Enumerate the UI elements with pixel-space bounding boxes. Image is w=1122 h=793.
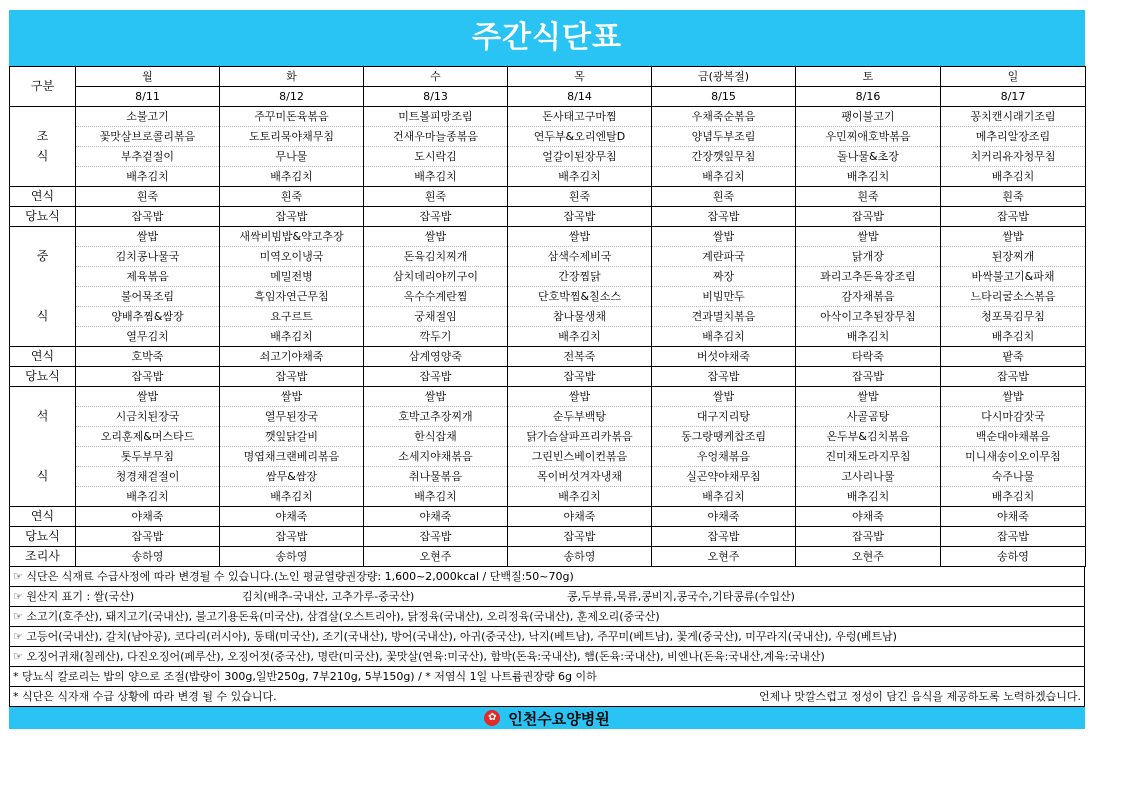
date-header: 8/15 (652, 87, 796, 107)
dinner-soft-value: 야채죽 (652, 507, 796, 527)
dinner-soft-value: 야채죽 (796, 507, 941, 527)
lunch-dish: 요구르트 (220, 307, 364, 327)
lunch-dish: 아삭이고추된장무침 (796, 307, 941, 327)
dinner-dish: 그린빈스베이컨볶음 (508, 447, 652, 467)
note-origin (10, 587, 1084, 607)
lunch-diabetic-value: 잡곡밥 (941, 367, 1086, 387)
dinner-dish: 취나물볶음 (364, 467, 508, 487)
dinner-dish: 백순대야채볶음 (941, 427, 1086, 447)
note-calorie: ☞ 식단은 식재료 수급사정에 따라 변경될 수 있습니다.(노인 평균열량권장량: 1,600~2,000kcal / 단백질:50~70g) (10, 567, 1084, 587)
breakfast-diabetic-value: 잡곡밥 (796, 207, 941, 227)
breakfast-dish: 돌나물&초장 (796, 147, 941, 167)
breakfast-diabetic-value: 잡곡밥 (364, 207, 508, 227)
lunch-diabetic-value: 잡곡밥 (508, 367, 652, 387)
day-header: 화 (220, 67, 364, 87)
lunch-soft-value: 전복죽 (508, 347, 652, 367)
breakfast-dish: 배추김치 (941, 167, 1086, 187)
lunch-dish: 쌀밥 (508, 227, 652, 247)
dinner-dish: 배추김치 (76, 487, 220, 507)
breakfast-dish: 우민찌애호박볶음 (796, 127, 941, 147)
lunch-soft-label: 연식 (10, 347, 76, 367)
note-meat-origin: ☞ 소고기(호주산), 돼지고기(국내산), 불고기용돈육(미국산), 삼겹살(오스트리아), 닭정육(국내산), 오리정육(국내산), 훈제오리(중국산) (10, 607, 1084, 627)
note-change-left: * 식단은 식자재 수급 상황에 따라 변경 될 수 있습니다. (13, 690, 277, 703)
dinner-dish: 쌀밥 (364, 387, 508, 407)
dinner-dish: 쌀밥 (652, 387, 796, 407)
dinner-diabetic-value: 잡곡밥 (220, 527, 364, 547)
breakfast-dish: 주꾸미돈육볶음 (220, 107, 364, 127)
hospital-name: 인천수요양병원 (508, 709, 610, 728)
lunch-dish: 돈육김치찌개 (364, 247, 508, 267)
breakfast-dish: 얼갈이된장무침 (508, 147, 652, 167)
dinner-dish: 목이버섯겨자냉채 (508, 467, 652, 487)
note-fish-origin: ☞ 고등어(국내산), 갈치(남아공), 코다리(러시아), 동태(미국산), 조기(국내산), 방어(국내산), 아귀(중국산), 낙지(베트남), 주꾸미(베트남), 꽃게(중국산), 미꾸라지(국내산), 우렁(베트남) (10, 627, 1084, 647)
lunch-dish: 된장찌개 (941, 247, 1086, 267)
dinner-dish: 쌀밥 (76, 387, 220, 407)
lunch-dish: 비빔만두 (652, 287, 796, 307)
dinner-dish: 진미채도라지무침 (796, 447, 941, 467)
lunch-diabetic-label: 당뇨식 (10, 367, 76, 387)
breakfast-dish: 연두부&오리엔탈D (508, 127, 652, 147)
dinner-soft-value: 야채죽 (941, 507, 1086, 527)
lunch-soft-value: 타락죽 (796, 347, 941, 367)
dinner-dish: 오리훈제&머스타드 (76, 427, 220, 447)
lunch-dish: 감자채볶음 (796, 287, 941, 307)
dinner-diabetic-value: 잡곡밥 (652, 527, 796, 547)
breakfast-dish: 도토리묵야채무침 (220, 127, 364, 147)
dinner-label (10, 427, 76, 447)
lunch-dish: 궁채절임 (364, 307, 508, 327)
lunch-soft-value: 삼계영양죽 (364, 347, 508, 367)
dinner-dish: 한식잡채 (364, 427, 508, 447)
lunch-soft-value: 팥죽 (941, 347, 1086, 367)
lunch-dish: 미역오이냉국 (220, 247, 364, 267)
lunch-dish: 쌀밥 (364, 227, 508, 247)
lunch-dish: 새싹비빔밥&약고추장 (220, 227, 364, 247)
breakfast-diabetic-value: 잡곡밥 (508, 207, 652, 227)
lunch-label: 식 (10, 307, 76, 327)
dinner-dish: 청경채겉절이 (76, 467, 220, 487)
breakfast-dish: 배추김치 (220, 167, 364, 187)
breakfast-dish: 소불고기 (76, 107, 220, 127)
dinner-dish: 쌀밥 (508, 387, 652, 407)
dinner-soft-value: 야채죽 (508, 507, 652, 527)
dinner-dish: 쌀밥 (796, 387, 941, 407)
breakfast-label (10, 167, 76, 187)
lunch-dish: 배추김치 (220, 327, 364, 347)
lunch-dish: 옥수수계란찜 (364, 287, 508, 307)
dinner-dish: 톳두부무침 (76, 447, 220, 467)
breakfast-dish: 돈사태고구마찜 (508, 107, 652, 127)
dinner-dish: 깻잎닭갈비 (220, 427, 364, 447)
lunch-dish: 메밀전병 (220, 267, 364, 287)
date-header: 8/14 (508, 87, 652, 107)
breakfast-soft-value: 흰죽 (508, 187, 652, 207)
weekly-menu-table (9, 66, 1086, 567)
cook-label: 조리사 (10, 547, 76, 567)
breakfast-dish: 꽃맛살브로콜리볶음 (76, 127, 220, 147)
dinner-dish: 고사리나물 (796, 467, 941, 487)
dinner-dish: 열무된장국 (220, 407, 364, 427)
breakfast-dish: 배추김치 (76, 167, 220, 187)
dinner-dish: 쌀밥 (941, 387, 1086, 407)
dinner-dish: 배추김치 (796, 487, 941, 507)
lunch-diabetic-value: 잡곡밥 (652, 367, 796, 387)
lunch-dish: 불어묵조림 (76, 287, 220, 307)
cook-value: 오현주 (652, 547, 796, 567)
footer-bar (9, 707, 1085, 729)
breakfast-dish: 배추김치 (652, 167, 796, 187)
lunch-label (10, 287, 76, 307)
breakfast-dish: 팽이불고기 (796, 107, 941, 127)
dinner-diabetic-value: 잡곡밥 (364, 527, 508, 547)
breakfast-dish: 꽁치캔시래기조림 (941, 107, 1086, 127)
dinner-dish: 호박고추장찌개 (364, 407, 508, 427)
dinner-diabetic-value: 잡곡밥 (76, 527, 220, 547)
lunch-dish: 견과멸치볶음 (652, 307, 796, 327)
lunch-label (10, 327, 76, 347)
lunch-dish: 쌀밥 (76, 227, 220, 247)
dinner-dish: 온두부&김치볶음 (796, 427, 941, 447)
breakfast-dish: 부추겉절이 (76, 147, 220, 167)
note-diabetic: * 당뇨식 칼로리는 밥의 양으로 조절(밥량이 300g,일반250g, 7부210g, 5부150g) / * 저염식 1일 나트륨권장량 6g 이하 (10, 667, 1084, 687)
header-label: 구분 (10, 67, 76, 107)
day-header: 토 (796, 67, 941, 87)
lunch-dish: 배추김치 (941, 327, 1086, 347)
lunch-dish: 깍두기 (364, 327, 508, 347)
breakfast-diabetic-value: 잡곡밥 (220, 207, 364, 227)
note-origin-rice: ☞ 원산지 표기 : 쌀(국산) (13, 590, 135, 603)
breakfast-dish: 미트볼피망조림 (364, 107, 508, 127)
breakfast-soft-value: 흰죽 (220, 187, 364, 207)
breakfast-dish: 우채죽순볶음 (652, 107, 796, 127)
breakfast-dish: 배추김치 (508, 167, 652, 187)
breakfast-dish: 무나물 (220, 147, 364, 167)
lunch-label: 중 (10, 247, 76, 267)
lunch-dish: 닭개장 (796, 247, 941, 267)
date-header: 8/12 (220, 87, 364, 107)
lunch-soft-value: 쇠고기야채죽 (220, 347, 364, 367)
date-header: 8/13 (364, 87, 508, 107)
note-seafood-origin: ☞ 오징어귀채(칠레산), 다진오징어(페루산), 오징어젓(중국산), 명란(미국산), 꽃맛살(연육:미국산), 함박(돈육:국내산), 햄(돈육:국내산), 비엔나(돈육:국내산,계육:국내산) (10, 647, 1084, 667)
cook-value: 오현주 (364, 547, 508, 567)
cook-value: 오현주 (796, 547, 941, 567)
cook-value: 송하영 (220, 547, 364, 567)
lunch-label (10, 267, 76, 287)
dinner-soft-value: 야채죽 (220, 507, 364, 527)
dinner-dish: 명엽채크랜베리볶음 (220, 447, 364, 467)
breakfast-soft-label: 연식 (10, 187, 76, 207)
lunch-dish: 쌀밥 (652, 227, 796, 247)
breakfast-diabetic-label: 당뇨식 (10, 207, 76, 227)
day-header: 수 (364, 67, 508, 87)
cook-value: 송하영 (508, 547, 652, 567)
lunch-dish: 짜장 (652, 267, 796, 287)
dinner-diabetic-value: 잡곡밥 (796, 527, 941, 547)
dinner-dish: 배추김치 (652, 487, 796, 507)
menu-sheet (9, 10, 1085, 729)
dinner-label: 석 (10, 407, 76, 427)
dinner-dish: 우엉채볶음 (652, 447, 796, 467)
lunch-dish: 계란파국 (652, 247, 796, 267)
lunch-dish: 열무김치 (76, 327, 220, 347)
dinner-soft-label: 연식 (10, 507, 76, 527)
dinner-dish: 대구지리탕 (652, 407, 796, 427)
note-origin-beans: 콩,두부류,묵류,콩비지,콩국수,기타콩류(수입산) (567, 590, 795, 603)
cook-value: 송하영 (941, 547, 1086, 567)
breakfast-dish: 배추김치 (796, 167, 941, 187)
lunch-soft-value: 버섯야채죽 (652, 347, 796, 367)
breakfast-soft-value: 흰죽 (941, 187, 1086, 207)
dinner-dish: 쌀밥 (220, 387, 364, 407)
breakfast-soft-value: 흰죽 (796, 187, 941, 207)
dinner-label (10, 447, 76, 467)
lunch-dish: 꽈리고추돈육장조림 (796, 267, 941, 287)
lunch-dish: 흑임자연근무침 (220, 287, 364, 307)
lunch-dish: 양배추찜&쌈장 (76, 307, 220, 327)
note-origin-kimchi: 김치(배추-국내산, 고추가루-중국산) (242, 590, 415, 603)
dinner-dish: 배추김치 (508, 487, 652, 507)
lunch-dish: 삼치데리야끼구이 (364, 267, 508, 287)
breakfast-dish: 건새우마늘종볶음 (364, 127, 508, 147)
day-header: 금(광복절) (652, 67, 796, 87)
date-header: 8/17 (941, 87, 1086, 107)
lunch-dish: 배추김치 (652, 327, 796, 347)
lunch-diabetic-value: 잡곡밥 (76, 367, 220, 387)
breakfast-dish: 메추리알장조림 (941, 127, 1086, 147)
dinner-dish: 소세지야채볶음 (364, 447, 508, 467)
lunch-dish: 삼색수제비국 (508, 247, 652, 267)
breakfast-diabetic-value: 잡곡밥 (941, 207, 1086, 227)
lunch-diabetic-value: 잡곡밥 (364, 367, 508, 387)
breakfast-dish: 치커리유자청무침 (941, 147, 1086, 167)
lunch-soft-value: 호박죽 (76, 347, 220, 367)
lunch-dish: 배추김치 (796, 327, 941, 347)
breakfast-dish: 도시락김 (364, 147, 508, 167)
breakfast-label: 조 (10, 127, 76, 147)
day-header: 월 (76, 67, 220, 87)
dinner-dish: 쌈무&쌈장 (220, 467, 364, 487)
dinner-dish: 배추김치 (364, 487, 508, 507)
dinner-dish: 시금치된장국 (76, 407, 220, 427)
hospital-logo-icon: ✿ (484, 710, 500, 726)
lunch-dish: 제육볶음 (76, 267, 220, 287)
dinner-dish: 숙주나물 (941, 467, 1086, 487)
breakfast-dish: 간장깻잎무침 (652, 147, 796, 167)
breakfast-dish: 양념두부조림 (652, 127, 796, 147)
dinner-diabetic-value: 잡곡밥 (941, 527, 1086, 547)
breakfast-soft-value: 흰죽 (364, 187, 508, 207)
dinner-label (10, 387, 76, 407)
date-header: 8/11 (76, 87, 220, 107)
note-change-right: 언제나 맛깔스럽고 정성이 담긴 음식을 제공하도록 노력하겠습니다. (758, 690, 1081, 703)
lunch-diabetic-value: 잡곡밥 (220, 367, 364, 387)
date-header: 8/16 (796, 87, 941, 107)
lunch-dish: 김치콩나물국 (76, 247, 220, 267)
page-title: 주간식단표 (9, 10, 1085, 66)
lunch-dish: 바싹불고기&파채 (941, 267, 1086, 287)
dinner-label: 식 (10, 467, 76, 487)
dinner-dish: 사골곰탕 (796, 407, 941, 427)
dinner-dish: 배추김치 (220, 487, 364, 507)
breakfast-label: 식 (10, 147, 76, 167)
lunch-dish: 느타리굴소스볶음 (941, 287, 1086, 307)
breakfast-dish: 배추김치 (364, 167, 508, 187)
lunch-dish: 단호박찜&칠소스 (508, 287, 652, 307)
breakfast-diabetic-value: 잡곡밥 (76, 207, 220, 227)
day-header: 목 (508, 67, 652, 87)
day-header: 일 (941, 67, 1086, 87)
dinner-dish: 다시마감잣국 (941, 407, 1086, 427)
dinner-diabetic-label: 당뇨식 (10, 527, 76, 547)
dinner-label (10, 487, 76, 507)
dinner-dish: 닭가슴살파프리카볶음 (508, 427, 652, 447)
dinner-soft-value: 야채죽 (76, 507, 220, 527)
dinner-dish: 실곤약야채무침 (652, 467, 796, 487)
breakfast-soft-value: 흰죽 (76, 187, 220, 207)
lunch-dish: 배추김치 (508, 327, 652, 347)
dinner-dish: 순두부백탕 (508, 407, 652, 427)
breakfast-soft-value: 흰죽 (652, 187, 796, 207)
lunch-diabetic-value: 잡곡밥 (796, 367, 941, 387)
dinner-soft-value: 야채죽 (364, 507, 508, 527)
lunch-label (10, 227, 76, 247)
breakfast-diabetic-value: 잡곡밥 (652, 207, 796, 227)
dinner-diabetic-value: 잡곡밥 (508, 527, 652, 547)
notes-section (9, 567, 1085, 707)
breakfast-label (10, 107, 76, 127)
lunch-dish: 참나물생채 (508, 307, 652, 327)
dinner-dish: 배추김치 (941, 487, 1086, 507)
cook-value: 송하영 (76, 547, 220, 567)
lunch-dish: 간장찜닭 (508, 267, 652, 287)
lunch-dish: 쌀밥 (941, 227, 1086, 247)
note-change (10, 687, 1084, 706)
dinner-dish: 미니새송이오이무침 (941, 447, 1086, 467)
lunch-dish: 쌀밥 (796, 227, 941, 247)
dinner-dish: 동그랑땡케찹조림 (652, 427, 796, 447)
lunch-dish: 청포묵김무침 (941, 307, 1086, 327)
